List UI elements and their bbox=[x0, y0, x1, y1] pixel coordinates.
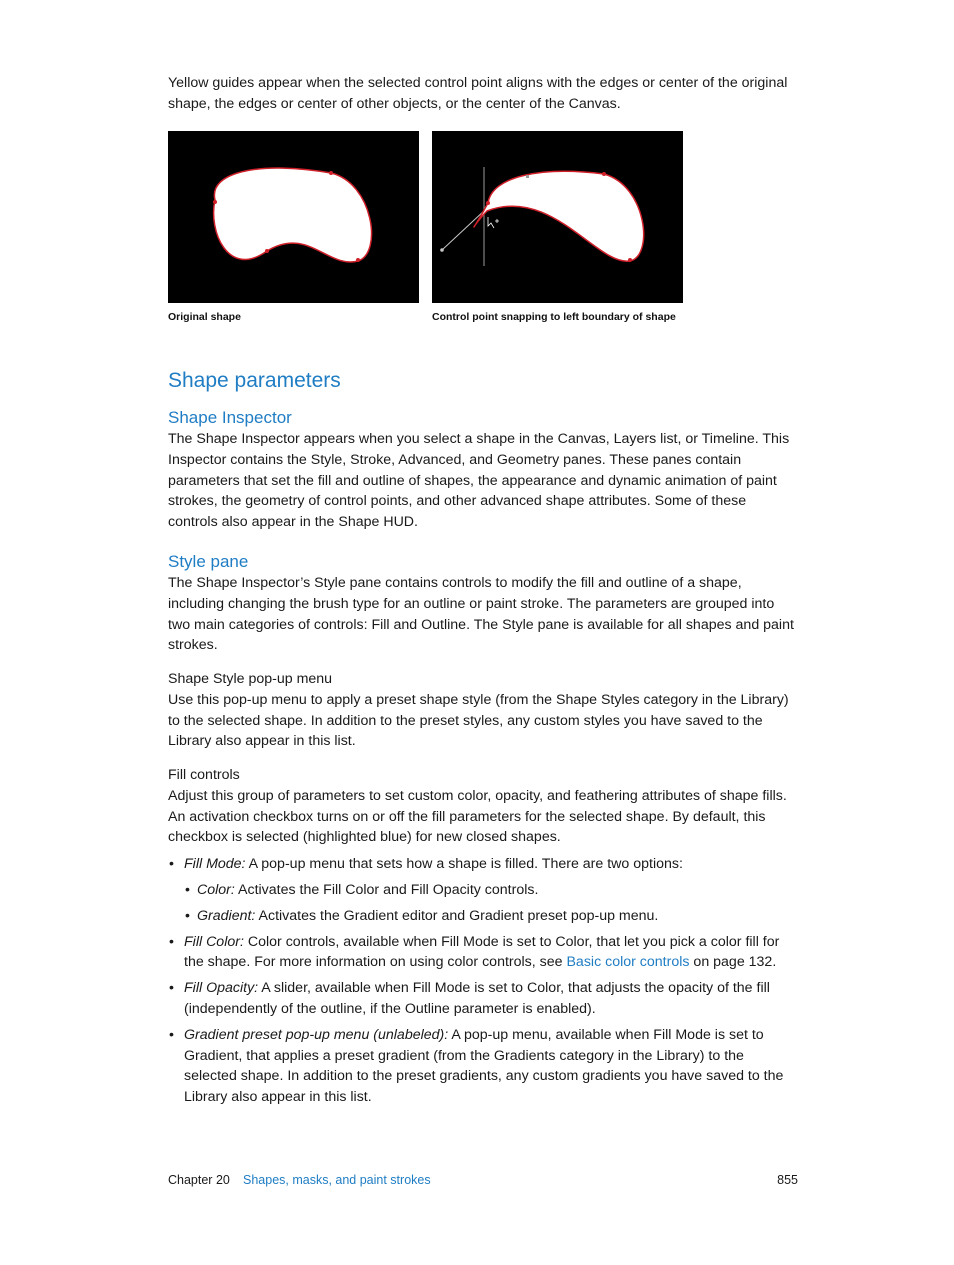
figure-caption-snapping: Control point snapping to left boundary of shape bbox=[432, 311, 676, 323]
fill-controls-heading: Fill controls bbox=[168, 767, 240, 783]
list-item-fill-color bbox=[168, 932, 798, 974]
style-pane-section bbox=[168, 551, 798, 656]
term-gradient-preset: Gradient preset pop-up menu (unlabeled): bbox=[184, 1026, 449, 1043]
section-title: Shape parameters bbox=[168, 369, 341, 392]
figure-snapping-shape bbox=[432, 131, 683, 303]
fill-controls-body: Adjust this group of parameters to set custom color, opacity, and feathering attributes of shape fills. An activation checkbox turns on or off the fill parameters for the selected shape. By default, this checkbox is selected (highlighted blue) for new closed shapes. bbox=[168, 787, 787, 846]
term-color: Color: bbox=[197, 881, 235, 898]
desc-fill-color: Color controls, available when Fill Mode is set to Color, that let you pick a color fill for the shape. For more information on using color controls, see bbox=[184, 933, 780, 971]
original-shape-image bbox=[168, 131, 419, 303]
list-item-gradient bbox=[184, 906, 798, 927]
snapping-shape-image bbox=[432, 131, 683, 303]
desc-gradient-preset: A pop-up menu, available when Fill Mode is set to Gradient, that applies a preset gradient (from the Gradients category in the Library) to the selected shape. In addition to the preset gradients, any custom gradients you have saved to the Library also appear in this list. bbox=[184, 1026, 784, 1106]
fill-mode-options bbox=[184, 880, 798, 927]
desc-fill-color-after: on page 132. bbox=[689, 954, 777, 971]
shape-inspector-heading: Shape Inspector bbox=[168, 408, 292, 427]
term-fill-mode: Fill Mode: bbox=[184, 856, 246, 873]
basic-color-controls-link[interactable]: Basic color controls bbox=[566, 954, 690, 971]
list-item-fill-mode bbox=[168, 854, 798, 926]
footer-page-number: 855 bbox=[777, 1173, 798, 1187]
list-item-fill-opacity bbox=[168, 978, 798, 1020]
shape-inspector-section bbox=[168, 407, 798, 533]
figure-row bbox=[168, 131, 798, 331]
list-item-color bbox=[184, 880, 798, 901]
figure-original-shape bbox=[168, 131, 419, 303]
shape-style-heading: Shape Style pop-up menu bbox=[168, 671, 333, 687]
fill-controls-list bbox=[168, 854, 798, 1108]
fill-controls-section bbox=[168, 765, 798, 1113]
figure-caption-original: Original shape bbox=[168, 311, 241, 323]
term-fill-opacity: Fill Opacity: bbox=[184, 980, 259, 997]
term-gradient: Gradient: bbox=[197, 907, 256, 924]
desc-fill-opacity: A slider, available when Fill Mode is set to Color, that adjusts the opacity of the fill (independently of the outline, if the Outline parameter is enabled). bbox=[184, 980, 770, 1017]
shape-style-section bbox=[168, 669, 798, 752]
intro-paragraph: Yellow guides appear when the selected control point aligns with the edges or center of the original shape, the edges or center of other objects, or the center of the Canvas. bbox=[168, 75, 788, 112]
shape-inspector-body: The Shape Inspector appears when you select a shape in the Canvas, Layers list, or Timeline. This Inspector contains the Style, Stroke, Advanced, and Geometry panes. These panes contain parameters that set the fill and outline of shapes, the appearance and dynamic animation of paint strokes, the geometry of control points, and other advanced shape attributes. Some of these controls also appear in the Shape HUD. bbox=[168, 431, 790, 531]
style-pane-body: The Shape Inspector’s Style pane contains controls to modify the fill and outline of a shape, including changing the brush type for an outline or paint stroke. The parameters are grouped into two main categories of controls: Fill and Outline. The Style pane is available for all shapes and paint strokes. bbox=[168, 575, 794, 654]
footer-chapter: Chapter 20 bbox=[168, 1173, 230, 1187]
footer-chapter-title[interactable]: Shapes, masks, and paint strokes bbox=[243, 1173, 431, 1187]
desc-gradient: Activates the Gradient editor and Gradient preset pop-up menu. bbox=[255, 907, 659, 924]
desc-fill-mode: A pop-up menu that sets how a shape is filled. There are two options: bbox=[245, 856, 683, 873]
term-fill-color: Fill Color: bbox=[184, 933, 244, 950]
style-pane-heading: Style pane bbox=[168, 552, 249, 571]
list-item-gradient-preset bbox=[168, 1025, 798, 1108]
shape-style-body: Use this pop-up menu to apply a preset shape style (from the Shape Styles category in the Library) to the selected shape. In addition to the preset styles, any custom styles you have saved to the Library also appear in this list. bbox=[168, 691, 789, 750]
desc-color: Activates the Fill Color and Fill Opacity controls. bbox=[234, 881, 539, 898]
